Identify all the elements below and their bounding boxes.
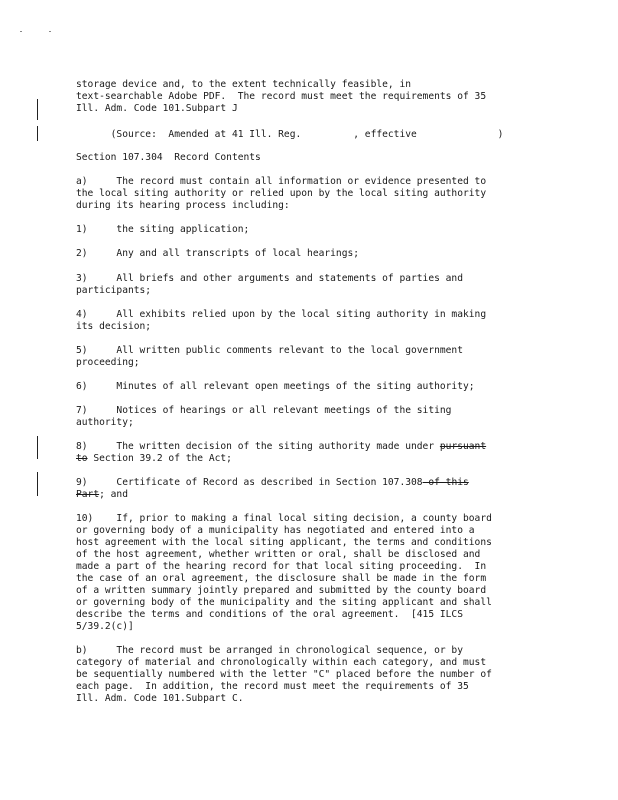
list-item: 7) Notices of hearings or all relevant meetings of the siting	[76, 405, 452, 416]
list-item: 4) All exhibits relied upon by the local siting authority in making	[76, 309, 487, 320]
struck-text: pursuant	[439, 441, 487, 452]
list-item	[76, 477, 469, 489]
text-line: authority;	[76, 417, 134, 428]
text-line: be sequentially numbered with the letter "C" placed before the number of	[76, 669, 492, 680]
text-line	[76, 489, 128, 501]
list-item	[76, 441, 486, 453]
text-line: made a part of the hearing record for that local siting proceeding. In	[76, 561, 487, 572]
struck-text: Part	[76, 489, 100, 500]
text-line: category of material and chronologically within each category, and must	[76, 657, 487, 668]
text-line: describe the terms and conditions of the oral agreement. [415 ILCS	[76, 609, 463, 620]
text-line: during its hearing process including:	[76, 200, 290, 211]
scan-speck	[49, 31, 51, 32]
text-line: its decision;	[76, 321, 152, 332]
text-line: each page. In addition, the record must meet the requirements of 35	[76, 681, 469, 692]
list-item: 6) Minutes of all relevant open meetings of the siting authority;	[76, 381, 475, 392]
text-line: participants;	[76, 285, 152, 296]
text-line: the local siting authority or relied upon by the local siting authority	[76, 188, 487, 199]
struck-text: of this	[422, 477, 469, 488]
text-line: of the host agreement, whether written or oral, shall be disclosed and	[76, 549, 481, 560]
text-line: Ill. Adm. Code 101.Subpart C.	[76, 693, 244, 704]
text-line: the case of an oral agreement, the disclosure shall be made in the form	[76, 573, 487, 584]
text-line: host agreement with the local siting applicant, the terms and conditions	[76, 537, 492, 548]
text-line: proceeding;	[76, 357, 140, 368]
revision-bar	[37, 472, 38, 496]
text-line	[76, 453, 232, 465]
list-item: 1) the siting application;	[76, 224, 250, 235]
scan-speck	[20, 31, 22, 32]
text-line: of a written summary jointly prepared and submitted by the county board	[76, 585, 487, 596]
source-note: (Source: Amended at 41 Ill. Reg. , effective )	[76, 129, 504, 140]
list-item: 3) All briefs and other arguments and statements of parties and	[76, 273, 463, 284]
list-item: 2) Any and all transcripts of local hearings;	[76, 248, 360, 259]
section-heading: Section 107.304 Record Contents	[76, 152, 261, 163]
revision-bar	[37, 436, 38, 459]
subsection-a: a) The record must contain all information or evidence presented to	[76, 176, 487, 187]
text-line: or governing body of the municipality and the siting applicant and shall	[76, 597, 492, 608]
text-line: Ill. Adm. Code 101.Subpart J	[76, 103, 238, 114]
revision-bar	[37, 126, 38, 141]
text-line: or governing body of a municipality has negotiated and entered into a	[76, 525, 475, 536]
item-8-text-cont: Section 39.2 of the Act;	[87, 453, 232, 464]
list-item: 5) All written public comments relevant to the local government	[76, 345, 463, 356]
item-9-text-cont: ; and	[99, 489, 128, 500]
text-line: text-searchable Adobe PDF. The record must meet the requirements of 35	[76, 91, 487, 102]
item-8-text: 8) The written decision of the siting authority made under	[76, 441, 440, 452]
struck-text: to	[76, 453, 88, 464]
item-9-text: 9) Certificate of Record as described in Section 107.308	[76, 477, 423, 488]
text-line: 5/39.2(c)]	[76, 621, 134, 632]
revision-bar	[37, 99, 38, 120]
subsection-b: b) The record must be arranged in chronological sequence, or by	[76, 645, 463, 656]
list-item: 10) If, prior to making a final local siting decision, a county board	[76, 513, 492, 524]
text-line: storage device and, to the extent technically feasible, in	[76, 79, 412, 90]
